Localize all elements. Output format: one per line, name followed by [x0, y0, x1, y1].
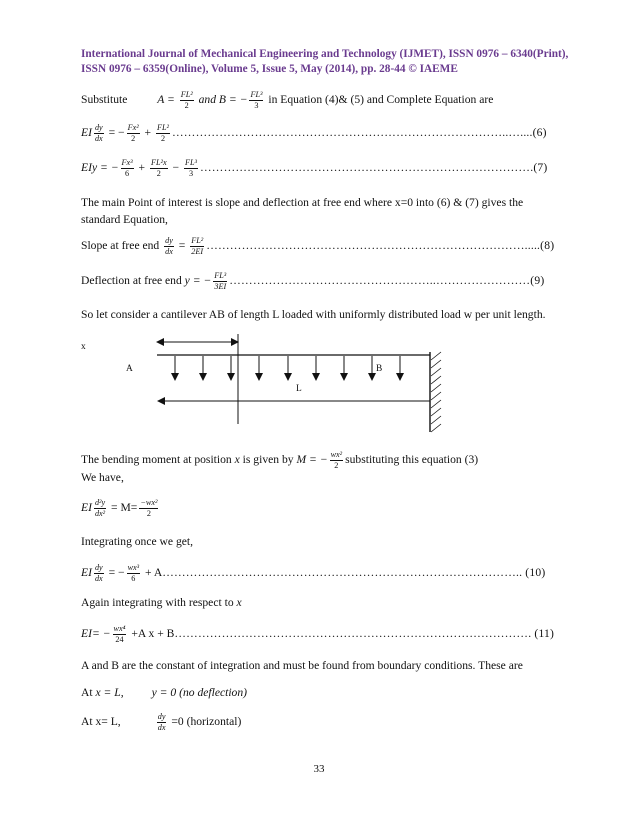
equation-8-slope: Slope at free end $\frac{dy}{dx}$ = $\frac{\text{FL²}}{2EI}$ ……………………………………………………………………….....(8)	[81, 236, 555, 256]
journal-header-line1: International Journal of Mechanical Engineering and Technology (IJMET), ISSN 0976 – 6340(Print),	[81, 48, 569, 60]
we-have-text: We have,	[81, 471, 124, 484]
journal-header-line2: ISSN 0976 – 6359(Online), Volume 5, Issue 5, May (2014), pp. 28-44 © IAEME	[81, 63, 458, 75]
substitute-word: Substitute	[81, 93, 128, 107]
point-b-label: B	[376, 364, 383, 374]
paragraph-main-point-line1: The main Point of interest is slope and deflection at free end where x=0 into (6) & (7) gives the	[81, 196, 524, 209]
and-b: and B = −	[195, 93, 248, 107]
figure-x-label: x	[81, 342, 86, 352]
wall-hatching	[431, 352, 441, 432]
equation-11: EI= − $\frac{\text{wx⁴}}{24}$ +A x + B………………………………………………………………………………. (11)	[81, 624, 555, 644]
b-fraction: $\frac{\text{FL³}}{3}$	[250, 90, 263, 110]
equation-9-deflection: Deflection at free end y = − $\frac{\text{FL³}}{3EI}$ ……………………………………………..……………………(9)	[81, 271, 545, 291]
paragraph-main-point-line2: standard Equation,	[81, 213, 168, 226]
equation-6: EI $\frac{dy}{dx}$ = − $\frac{\text{Fx²}}{2}$ + $\frac{\text{FL²}}{2}$ …………………………………………………………………………..…....(6)	[81, 123, 547, 143]
boundary-condition-1: At x = L, y = 0 (no deflection)	[81, 686, 248, 699]
cantilever-description: So let consider a cantilever AB of length L loaded with uniformly distributed load w per unit length.	[81, 308, 546, 321]
boundary-condition-2: At x= L, $\frac{dy}{dx}$ =0 (horizontal)	[81, 712, 242, 732]
length-l-label: L	[296, 384, 302, 394]
equation-moment: EI $\frac{\text{d²y}}{\text{dx²}}$ = M= $\frac{\text{−wx²}}{2}$	[81, 498, 158, 518]
constants-paragraph: A and B are the constant of integration and must be found from boundary conditions. These are	[81, 659, 523, 672]
integrating-once-text: Integrating once we get,	[81, 535, 194, 548]
a-lhs: A =	[157, 93, 178, 107]
page-number: 33	[313, 763, 325, 775]
bending-moment-line: The bending moment at position x is given by M = − $\frac{\text{wx²}}{2}$ substituting this equation (3)	[81, 450, 479, 470]
a-fraction: $\frac{\text{FL²}}{2}$	[180, 90, 193, 110]
equation-7: EIy = − $\frac{\text{Fx³}}{6}$ + $\frac{\text{FL²x}}{2}$ − $\frac{\text{FL³}}{3}$ ………………………………………………………………………….(7)	[81, 158, 548, 178]
again-integrating-text: Again integrating with respect to x	[81, 596, 242, 609]
equation-10: EI $\frac{dy}{dx}$ = − $\frac{\text{wx³}}{6}$ + A……………………………………………………………………………….. (10)	[81, 563, 546, 583]
point-a-label: A	[126, 364, 133, 374]
distributed-load-arrows	[175, 356, 400, 380]
substitute-tail: in Equation (4)& (5) and Complete Equation are	[265, 93, 494, 107]
